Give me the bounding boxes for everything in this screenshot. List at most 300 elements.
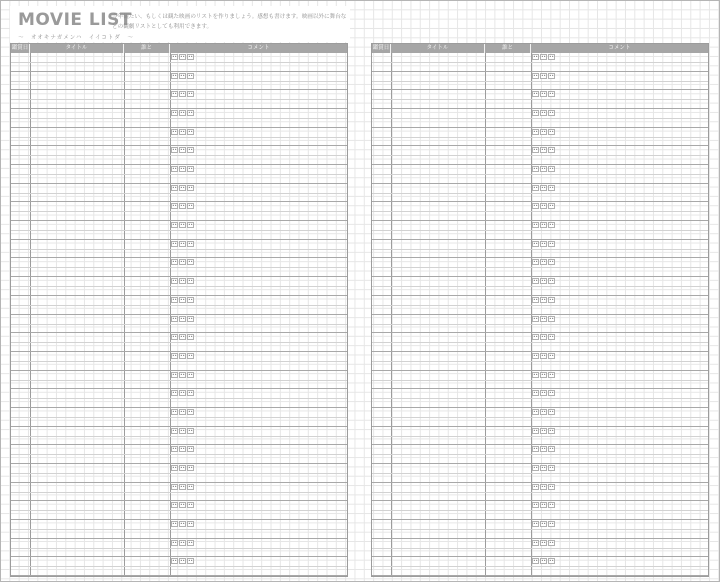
rating-face-icon[interactable]: •• — [180, 352, 185, 358]
rating-face-icon[interactable]: •• — [533, 558, 538, 564]
row-midline — [372, 529, 708, 530]
rating-faces — [532, 558, 555, 565]
column-header-date: 鑑賞日 — [11, 45, 29, 51]
table-row[interactable] — [11, 315, 347, 334]
rating-face-icon[interactable]: •• — [180, 184, 185, 190]
rating-face-icon[interactable]: •• — [172, 521, 177, 526]
rating-faces — [171, 484, 194, 491]
rating-face-icon[interactable]: •• — [172, 110, 177, 116]
rating-face-icon[interactable]: •• — [541, 315, 546, 321]
rating-face-icon[interactable]: •• — [541, 408, 546, 414]
table-row[interactable] — [372, 408, 708, 427]
rating-face-icon[interactable]: •• — [180, 539, 185, 545]
rating-face-icon[interactable]: •• — [541, 502, 546, 508]
rating-faces — [532, 54, 555, 61]
rating-face-icon[interactable]: •• — [172, 446, 177, 452]
rating-face-icon[interactable]: •• — [533, 371, 538, 377]
rating-face-icon[interactable]: •• — [180, 166, 185, 172]
table-row[interactable] — [372, 315, 708, 334]
rating-faces — [532, 110, 555, 117]
rating-face-icon[interactable]: •• — [549, 110, 554, 116]
rating-face-icon[interactable]: •• — [180, 427, 185, 433]
rating-faces — [532, 409, 555, 416]
rating-face-icon[interactable]: •• — [172, 315, 177, 321]
rating-faces — [532, 446, 555, 453]
rating-face-icon[interactable]: •• — [541, 446, 546, 452]
rating-face-icon[interactable]: •• — [549, 147, 554, 153]
rating-faces — [532, 129, 555, 136]
header — [10, 6, 350, 42]
movie-list-table-right — [371, 43, 709, 577]
table-row[interactable] — [372, 128, 708, 147]
row-midline — [372, 342, 708, 343]
rating-face-icon[interactable]: •• — [549, 128, 554, 134]
rating-face-icon[interactable]: •• — [180, 72, 185, 78]
rating-face-icon[interactable]: •• — [188, 371, 193, 377]
rating-face-icon[interactable]: •• — [180, 259, 185, 265]
rating-face-icon[interactable]: •• — [533, 240, 538, 246]
rating-faces — [532, 521, 555, 528]
row-midline — [11, 436, 347, 437]
rating-faces — [171, 316, 194, 323]
rating-face-icon[interactable]: •• — [172, 184, 177, 190]
rating-face-icon[interactable]: •• — [549, 91, 554, 97]
rating-faces — [171, 558, 194, 565]
rating-face-icon[interactable]: •• — [188, 521, 193, 526]
rating-face-icon[interactable]: •• — [172, 502, 177, 508]
rating-faces — [171, 390, 194, 397]
rating-face-icon[interactable]: •• — [549, 203, 554, 209]
rating-face-icon[interactable]: •• — [188, 315, 193, 321]
rating-face-icon[interactable]: •• — [180, 128, 185, 134]
rating-face-icon[interactable]: •• — [549, 539, 554, 545]
table-row[interactable] — [11, 296, 347, 315]
rating-face-icon[interactable]: •• — [533, 91, 538, 97]
column-header-date: 鑑賞日 — [372, 45, 390, 51]
row-midline — [11, 155, 347, 156]
rating-face-icon[interactable]: •• — [180, 483, 185, 489]
table-row[interactable] — [11, 128, 347, 147]
row-midline — [11, 230, 347, 231]
rating-face-icon[interactable]: •• — [172, 128, 177, 134]
row-midline — [372, 99, 708, 100]
rating-faces — [532, 390, 555, 397]
table-row[interactable] — [11, 202, 347, 221]
rating-face-icon[interactable]: •• — [541, 427, 546, 433]
rating-face-icon[interactable]: •• — [549, 558, 554, 564]
table-row[interactable] — [11, 53, 347, 72]
rating-faces — [532, 428, 555, 435]
table-row[interactable] — [11, 352, 347, 371]
rating-faces — [171, 428, 194, 435]
table-row[interactable] — [372, 72, 708, 91]
table-row[interactable] — [372, 520, 708, 539]
table-row[interactable] — [372, 165, 708, 184]
table-row[interactable] — [11, 72, 347, 91]
table-row[interactable] — [372, 184, 708, 203]
page-subtitle: 〜 オオキナガメンハ イイコトダ 〜 — [18, 35, 134, 41]
rating-face-icon[interactable]: •• — [541, 296, 546, 302]
rating-face-icon[interactable]: •• — [549, 408, 554, 414]
table-row[interactable] — [11, 464, 347, 483]
rating-face-icon[interactable]: •• — [533, 166, 538, 172]
row-midline — [11, 62, 347, 63]
rating-face-icon[interactable]: •• — [172, 408, 177, 414]
rating-face-icon[interactable]: •• — [533, 539, 538, 545]
rating-face-icon[interactable]: •• — [541, 91, 546, 97]
rating-face-icon[interactable]: •• — [180, 296, 185, 302]
row-midline — [11, 510, 347, 511]
rating-face-icon[interactable]: •• — [180, 315, 185, 321]
rating-faces — [171, 222, 194, 229]
rating-face-icon[interactable]: •• — [188, 166, 193, 172]
rating-face-icon[interactable]: •• — [188, 110, 193, 116]
rating-face-icon[interactable]: •• — [533, 352, 538, 358]
row-midline — [372, 174, 708, 175]
rating-face-icon[interactable]: •• — [172, 240, 177, 246]
rating-face-icon[interactable]: •• — [533, 72, 538, 78]
rating-face-icon[interactable]: •• — [533, 502, 538, 508]
table-row[interactable] — [372, 53, 708, 72]
table-row[interactable] — [11, 557, 347, 576]
table-row[interactable] — [372, 109, 708, 128]
rating-face-icon[interactable]: •• — [541, 371, 546, 377]
rating-face-icon[interactable]: •• — [172, 203, 177, 209]
rating-face-icon[interactable]: •• — [188, 278, 193, 284]
rating-face-icon[interactable]: •• — [533, 110, 538, 116]
rating-face-icon[interactable]: •• — [172, 390, 177, 396]
rating-face-icon[interactable]: •• — [180, 147, 185, 153]
rating-face-icon[interactable]: •• — [549, 278, 554, 284]
rating-face-icon[interactable]: •• — [549, 521, 554, 526]
rating-face-icon[interactable]: •• — [549, 72, 554, 78]
rating-face-icon[interactable]: •• — [172, 483, 177, 489]
rating-face-icon[interactable]: •• — [541, 521, 546, 526]
rating-face-icon[interactable]: •• — [541, 352, 546, 358]
rating-face-icon[interactable]: •• — [172, 352, 177, 358]
rating-face-icon[interactable]: •• — [180, 446, 185, 452]
rating-face-icon[interactable]: •• — [541, 539, 546, 545]
rating-face-icon[interactable]: •• — [533, 483, 538, 489]
row-midline — [372, 566, 708, 567]
rating-face-icon[interactable]: •• — [549, 371, 554, 377]
rating-face-icon[interactable]: •• — [188, 446, 193, 452]
rating-face-icon[interactable]: •• — [533, 521, 538, 526]
rating-face-icon[interactable]: •• — [549, 315, 554, 321]
rating-face-icon[interactable]: •• — [549, 502, 554, 508]
rating-faces — [171, 540, 194, 547]
rating-face-icon[interactable]: •• — [541, 128, 546, 134]
table-row[interactable] — [372, 90, 708, 109]
rating-faces — [171, 185, 194, 192]
rating-face-icon[interactable]: •• — [541, 203, 546, 209]
row-midline — [11, 454, 347, 455]
row-midline — [11, 249, 347, 250]
table-row[interactable] — [11, 184, 347, 203]
rating-face-icon[interactable]: •• — [172, 539, 177, 545]
table-row[interactable] — [372, 539, 708, 558]
rating-face-icon[interactable]: •• — [541, 464, 546, 470]
table-row[interactable] — [11, 240, 347, 259]
rating-face-icon[interactable]: •• — [188, 464, 193, 470]
rating-face-icon[interactable]: •• — [541, 390, 546, 396]
table-row[interactable] — [372, 464, 708, 483]
rating-face-icon[interactable]: •• — [541, 147, 546, 153]
rating-face-icon[interactable]: •• — [533, 184, 538, 190]
rating-face-icon[interactable]: •• — [541, 334, 546, 340]
rating-faces — [532, 91, 555, 98]
rating-face-icon[interactable]: •• — [533, 334, 538, 340]
rating-face-icon[interactable]: •• — [541, 184, 546, 190]
rating-face-icon[interactable]: •• — [172, 222, 177, 228]
rating-face-icon[interactable]: •• — [188, 147, 193, 153]
table-row[interactable] — [11, 333, 347, 352]
table-row[interactable] — [372, 277, 708, 296]
table-row[interactable] — [372, 296, 708, 315]
rating-faces — [171, 409, 194, 416]
table-row[interactable] — [11, 258, 347, 277]
rating-face-icon[interactable]: •• — [188, 390, 193, 396]
table-row[interactable] — [11, 427, 347, 446]
table-row[interactable] — [372, 333, 708, 352]
rating-faces — [171, 73, 194, 80]
rating-face-icon[interactable]: •• — [172, 147, 177, 153]
rating-face-icon[interactable]: •• — [549, 334, 554, 340]
rating-face-icon[interactable]: •• — [172, 54, 177, 59]
rating-faces — [532, 259, 555, 266]
row-midline — [372, 193, 708, 194]
rating-faces — [532, 147, 555, 154]
rating-face-icon[interactable]: •• — [541, 110, 546, 116]
rating-face-icon[interactable]: •• — [188, 427, 193, 433]
rating-face-icon[interactable]: •• — [533, 408, 538, 414]
row-midline — [11, 305, 347, 306]
rating-face-icon[interactable]: •• — [180, 203, 185, 209]
table-row[interactable] — [372, 240, 708, 259]
rating-face-icon[interactable]: •• — [188, 408, 193, 414]
rating-faces — [532, 502, 555, 509]
rating-face-icon[interactable]: •• — [549, 222, 554, 228]
table-row[interactable] — [11, 221, 347, 240]
rating-face-icon[interactable]: •• — [188, 184, 193, 190]
table-row[interactable] — [372, 352, 708, 371]
rating-face-icon[interactable]: •• — [188, 296, 193, 302]
rating-face-icon[interactable]: •• — [180, 521, 185, 526]
rating-faces — [532, 241, 555, 248]
row-midline — [11, 566, 347, 567]
rating-face-icon[interactable]: •• — [533, 54, 538, 59]
table-row[interactable] — [11, 539, 347, 558]
table-row[interactable] — [11, 165, 347, 184]
rating-face-icon[interactable]: •• — [549, 184, 554, 190]
rating-faces — [171, 203, 194, 210]
rating-face-icon[interactable]: •• — [549, 166, 554, 172]
rating-faces — [171, 147, 194, 154]
row-midline — [372, 230, 708, 231]
rating-face-icon[interactable]: •• — [180, 54, 185, 59]
table-row[interactable] — [372, 202, 708, 221]
table-row[interactable] — [372, 445, 708, 464]
table-row[interactable] — [372, 371, 708, 390]
table-row[interactable] — [372, 557, 708, 576]
rating-face-icon[interactable]: •• — [188, 558, 193, 564]
rating-face-icon[interactable]: •• — [541, 240, 546, 246]
rating-face-icon[interactable]: •• — [188, 91, 193, 97]
rating-face-icon[interactable]: •• — [188, 222, 193, 228]
rating-face-icon[interactable]: •• — [172, 464, 177, 470]
table-row[interactable] — [11, 371, 347, 390]
table-row[interactable] — [372, 258, 708, 277]
rating-face-icon[interactable]: •• — [180, 558, 185, 564]
page-description: 今年観たい、もしくは観た映画のリストを作りましょう。感想も書けます。映画以外に舞台などの観劇リストとしても利用できます。 — [112, 14, 347, 30]
rating-face-icon[interactable]: •• — [180, 278, 185, 284]
rating-face-icon[interactable]: •• — [549, 446, 554, 452]
rating-face-icon[interactable]: •• — [533, 147, 538, 153]
table-row[interactable] — [11, 277, 347, 296]
rating-face-icon[interactable]: •• — [541, 54, 546, 59]
table-row[interactable] — [11, 90, 347, 109]
rating-faces — [171, 259, 194, 266]
row-midline — [372, 398, 708, 399]
rating-face-icon[interactable]: •• — [541, 222, 546, 228]
rating-face-icon[interactable]: •• — [541, 259, 546, 265]
rating-face-icon[interactable]: •• — [172, 558, 177, 564]
rating-face-icon[interactable]: •• — [533, 278, 538, 284]
rating-face-icon[interactable]: •• — [533, 315, 538, 321]
rating-face-icon[interactable]: •• — [533, 427, 538, 433]
row-midline — [372, 473, 708, 474]
rating-face-icon[interactable]: •• — [180, 371, 185, 377]
table-row[interactable] — [372, 427, 708, 446]
row-midline — [372, 305, 708, 306]
rating-face-icon[interactable]: •• — [172, 334, 177, 340]
table-row[interactable] — [372, 501, 708, 520]
rating-face-icon[interactable]: •• — [549, 240, 554, 246]
rating-face-icon[interactable]: •• — [180, 464, 185, 470]
rating-face-icon[interactable]: •• — [188, 259, 193, 265]
row-midline — [372, 155, 708, 156]
table-row[interactable] — [11, 408, 347, 427]
rating-face-icon[interactable]: •• — [541, 483, 546, 489]
row-midline — [372, 267, 708, 268]
rating-face-icon[interactable]: •• — [180, 408, 185, 414]
rating-face-icon[interactable]: •• — [541, 558, 546, 564]
rating-face-icon[interactable]: •• — [188, 203, 193, 209]
rating-face-icon[interactable]: •• — [188, 128, 193, 134]
rating-face-icon[interactable]: •• — [549, 296, 554, 302]
rating-face-icon[interactable]: •• — [549, 464, 554, 470]
rating-face-icon[interactable]: •• — [533, 390, 538, 396]
rating-faces — [532, 185, 555, 192]
rating-face-icon[interactable]: •• — [533, 446, 538, 452]
rating-face-icon[interactable]: •• — [188, 334, 193, 340]
table-row[interactable] — [11, 109, 347, 128]
rating-face-icon[interactable]: •• — [533, 296, 538, 302]
rating-face-icon[interactable]: •• — [188, 54, 193, 59]
rating-faces — [532, 203, 555, 210]
page-title: MOVIE LIST — [18, 10, 132, 30]
row-midline — [372, 137, 708, 138]
row-midline — [11, 99, 347, 100]
rating-face-icon[interactable]: •• — [188, 72, 193, 78]
table-row[interactable] — [11, 501, 347, 520]
rating-faces — [532, 278, 555, 285]
rating-face-icon[interactable]: •• — [549, 427, 554, 433]
rating-face-icon[interactable]: •• — [188, 352, 193, 358]
rating-face-icon[interactable]: •• — [533, 128, 538, 134]
rating-faces — [171, 241, 194, 248]
rating-face-icon[interactable]: •• — [180, 222, 185, 228]
table-row[interactable] — [372, 483, 708, 502]
rating-face-icon[interactable]: •• — [172, 72, 177, 78]
rating-face-icon[interactable]: •• — [180, 390, 185, 396]
rating-face-icon[interactable]: •• — [541, 278, 546, 284]
row-midline — [372, 211, 708, 212]
rating-face-icon[interactable]: •• — [541, 166, 546, 172]
rating-faces — [171, 91, 194, 98]
row-midline — [372, 380, 708, 381]
rating-face-icon[interactable]: •• — [549, 54, 554, 59]
table-row[interactable] — [11, 483, 347, 502]
rating-face-icon[interactable]: •• — [172, 371, 177, 377]
rating-face-icon[interactable]: •• — [172, 91, 177, 97]
row-midline — [11, 267, 347, 268]
rating-faces — [532, 166, 555, 173]
table-header — [11, 44, 347, 53]
rating-face-icon[interactable]: •• — [180, 334, 185, 340]
rating-face-icon[interactable]: •• — [180, 240, 185, 246]
row-midline — [11, 81, 347, 82]
table-row[interactable] — [11, 445, 347, 464]
rating-face-icon[interactable]: •• — [172, 427, 177, 433]
rating-face-icon[interactable]: •• — [533, 222, 538, 228]
table-row[interactable] — [372, 146, 708, 165]
rating-face-icon[interactable]: •• — [549, 390, 554, 396]
table-row[interactable] — [372, 221, 708, 240]
table-row[interactable] — [372, 389, 708, 408]
rating-face-icon[interactable]: •• — [172, 259, 177, 265]
rating-faces — [532, 372, 555, 379]
rating-face-icon[interactable]: •• — [188, 483, 193, 489]
rating-face-icon[interactable]: •• — [172, 296, 177, 302]
rating-face-icon[interactable]: •• — [188, 539, 193, 545]
rating-face-icon[interactable]: •• — [180, 502, 185, 508]
rating-face-icon[interactable]: •• — [188, 502, 193, 508]
rating-face-icon[interactable]: •• — [549, 259, 554, 265]
row-midline — [11, 398, 347, 399]
table-row[interactable] — [11, 389, 347, 408]
rating-face-icon[interactable]: •• — [541, 72, 546, 78]
table-header — [372, 44, 708, 53]
rating-face-icon[interactable]: •• — [180, 91, 185, 97]
rating-face-icon[interactable]: •• — [533, 259, 538, 265]
rating-face-icon[interactable]: •• — [172, 278, 177, 284]
rating-face-icon[interactable]: •• — [172, 166, 177, 172]
rating-faces — [171, 372, 194, 379]
row-midline — [11, 137, 347, 138]
rating-face-icon[interactable]: •• — [533, 464, 538, 470]
table-row[interactable] — [11, 520, 347, 539]
rating-face-icon[interactable]: •• — [180, 110, 185, 116]
rating-face-icon[interactable]: •• — [533, 203, 538, 209]
column-header-title: タイトル — [30, 44, 124, 53]
table-row[interactable] — [11, 146, 347, 165]
row-midline — [372, 436, 708, 437]
rating-face-icon[interactable]: •• — [549, 352, 554, 358]
rating-face-icon[interactable]: •• — [549, 483, 554, 489]
rating-faces — [532, 465, 555, 472]
rating-face-icon[interactable]: •• — [188, 240, 193, 246]
